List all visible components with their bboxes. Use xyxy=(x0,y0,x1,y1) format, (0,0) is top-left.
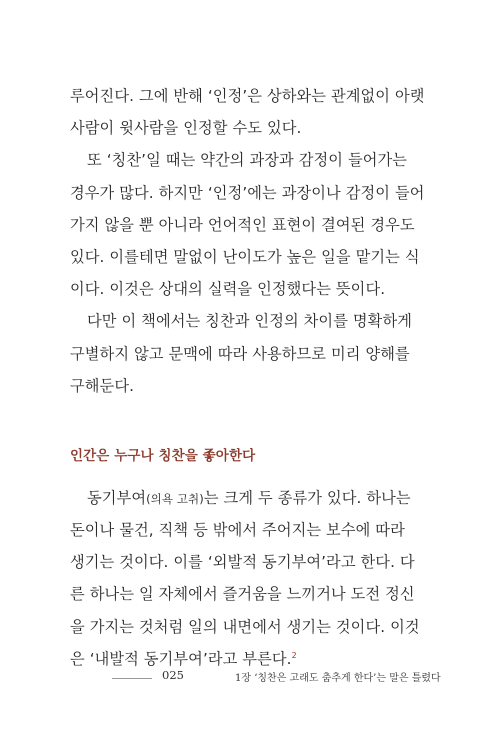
text-line: 또 ‘칭찬’일 때는 약간의 과장과 감정이 들어가는 xyxy=(87,151,408,170)
text-line: 경우가 많다. 하지만 ‘인정’에는 과장이나 감정이 들어 xyxy=(70,183,425,202)
text-line: 생기는 것이다. 이를 ‘외발적 동기부여’라고 한다. 다 xyxy=(70,553,415,572)
text-span: 동기부여 xyxy=(87,488,147,507)
body-text xyxy=(70,80,435,675)
footer-rule xyxy=(112,678,152,679)
text-line: 사람이 윗사람을 인정할 수도 있다. xyxy=(70,119,302,138)
text-line: 가지 않을 뿐 아니라 언어적인 표현이 결여된 경우도 xyxy=(70,215,415,234)
page-number: 025 xyxy=(162,668,184,682)
text-span: 은 ‘내발적 동기부여’라고 부른다. xyxy=(70,649,292,668)
text-line: 이다. 이것은 상대의 실력을 인정했다는 뜻이다. xyxy=(70,280,386,299)
section-gap xyxy=(70,402,435,446)
text-line: 른 하나는 일 자체에서 즐거움을 느끼거나 도전 정신 xyxy=(70,585,415,604)
chapter-title: 1장 ‘칭찬은 고래도 춤추게 한다’는 말은 틀렸다 xyxy=(235,673,441,684)
text-span-small: (의욕 고취) xyxy=(146,491,204,506)
text-line: 을 가지는 것처럼 일의 내면에서 생기는 것이다. 이것 xyxy=(70,617,420,636)
text-line: 있다. 이를테면 말없이 난이도가 높은 일을 맡기는 식 xyxy=(70,247,420,266)
text-line: 돈이나 물건, 직책 등 밖에서 주어지는 보수에 따라 xyxy=(70,521,405,540)
section-title: 인간은 누구나 칭찬을 좋아한다 xyxy=(70,447,256,464)
text-line: 구별하지 않고 문맥에 따라 사용하므로 미리 양해를 xyxy=(70,344,410,363)
page-footer xyxy=(0,668,500,692)
footnote-mark: 2 xyxy=(291,650,297,660)
text-line: 구해둔다. xyxy=(70,376,135,395)
text-span: 는 크게 두 종류가 있다. 하나는 xyxy=(203,488,411,507)
text-line: 루어진다. 그에 반해 ‘인정’은 상하와는 관계없이 아랫 xyxy=(70,87,425,105)
text-line: 다만 이 책에서는 칭찬과 인정의 차이를 명확하게 xyxy=(87,312,412,331)
text-line xyxy=(70,482,435,514)
